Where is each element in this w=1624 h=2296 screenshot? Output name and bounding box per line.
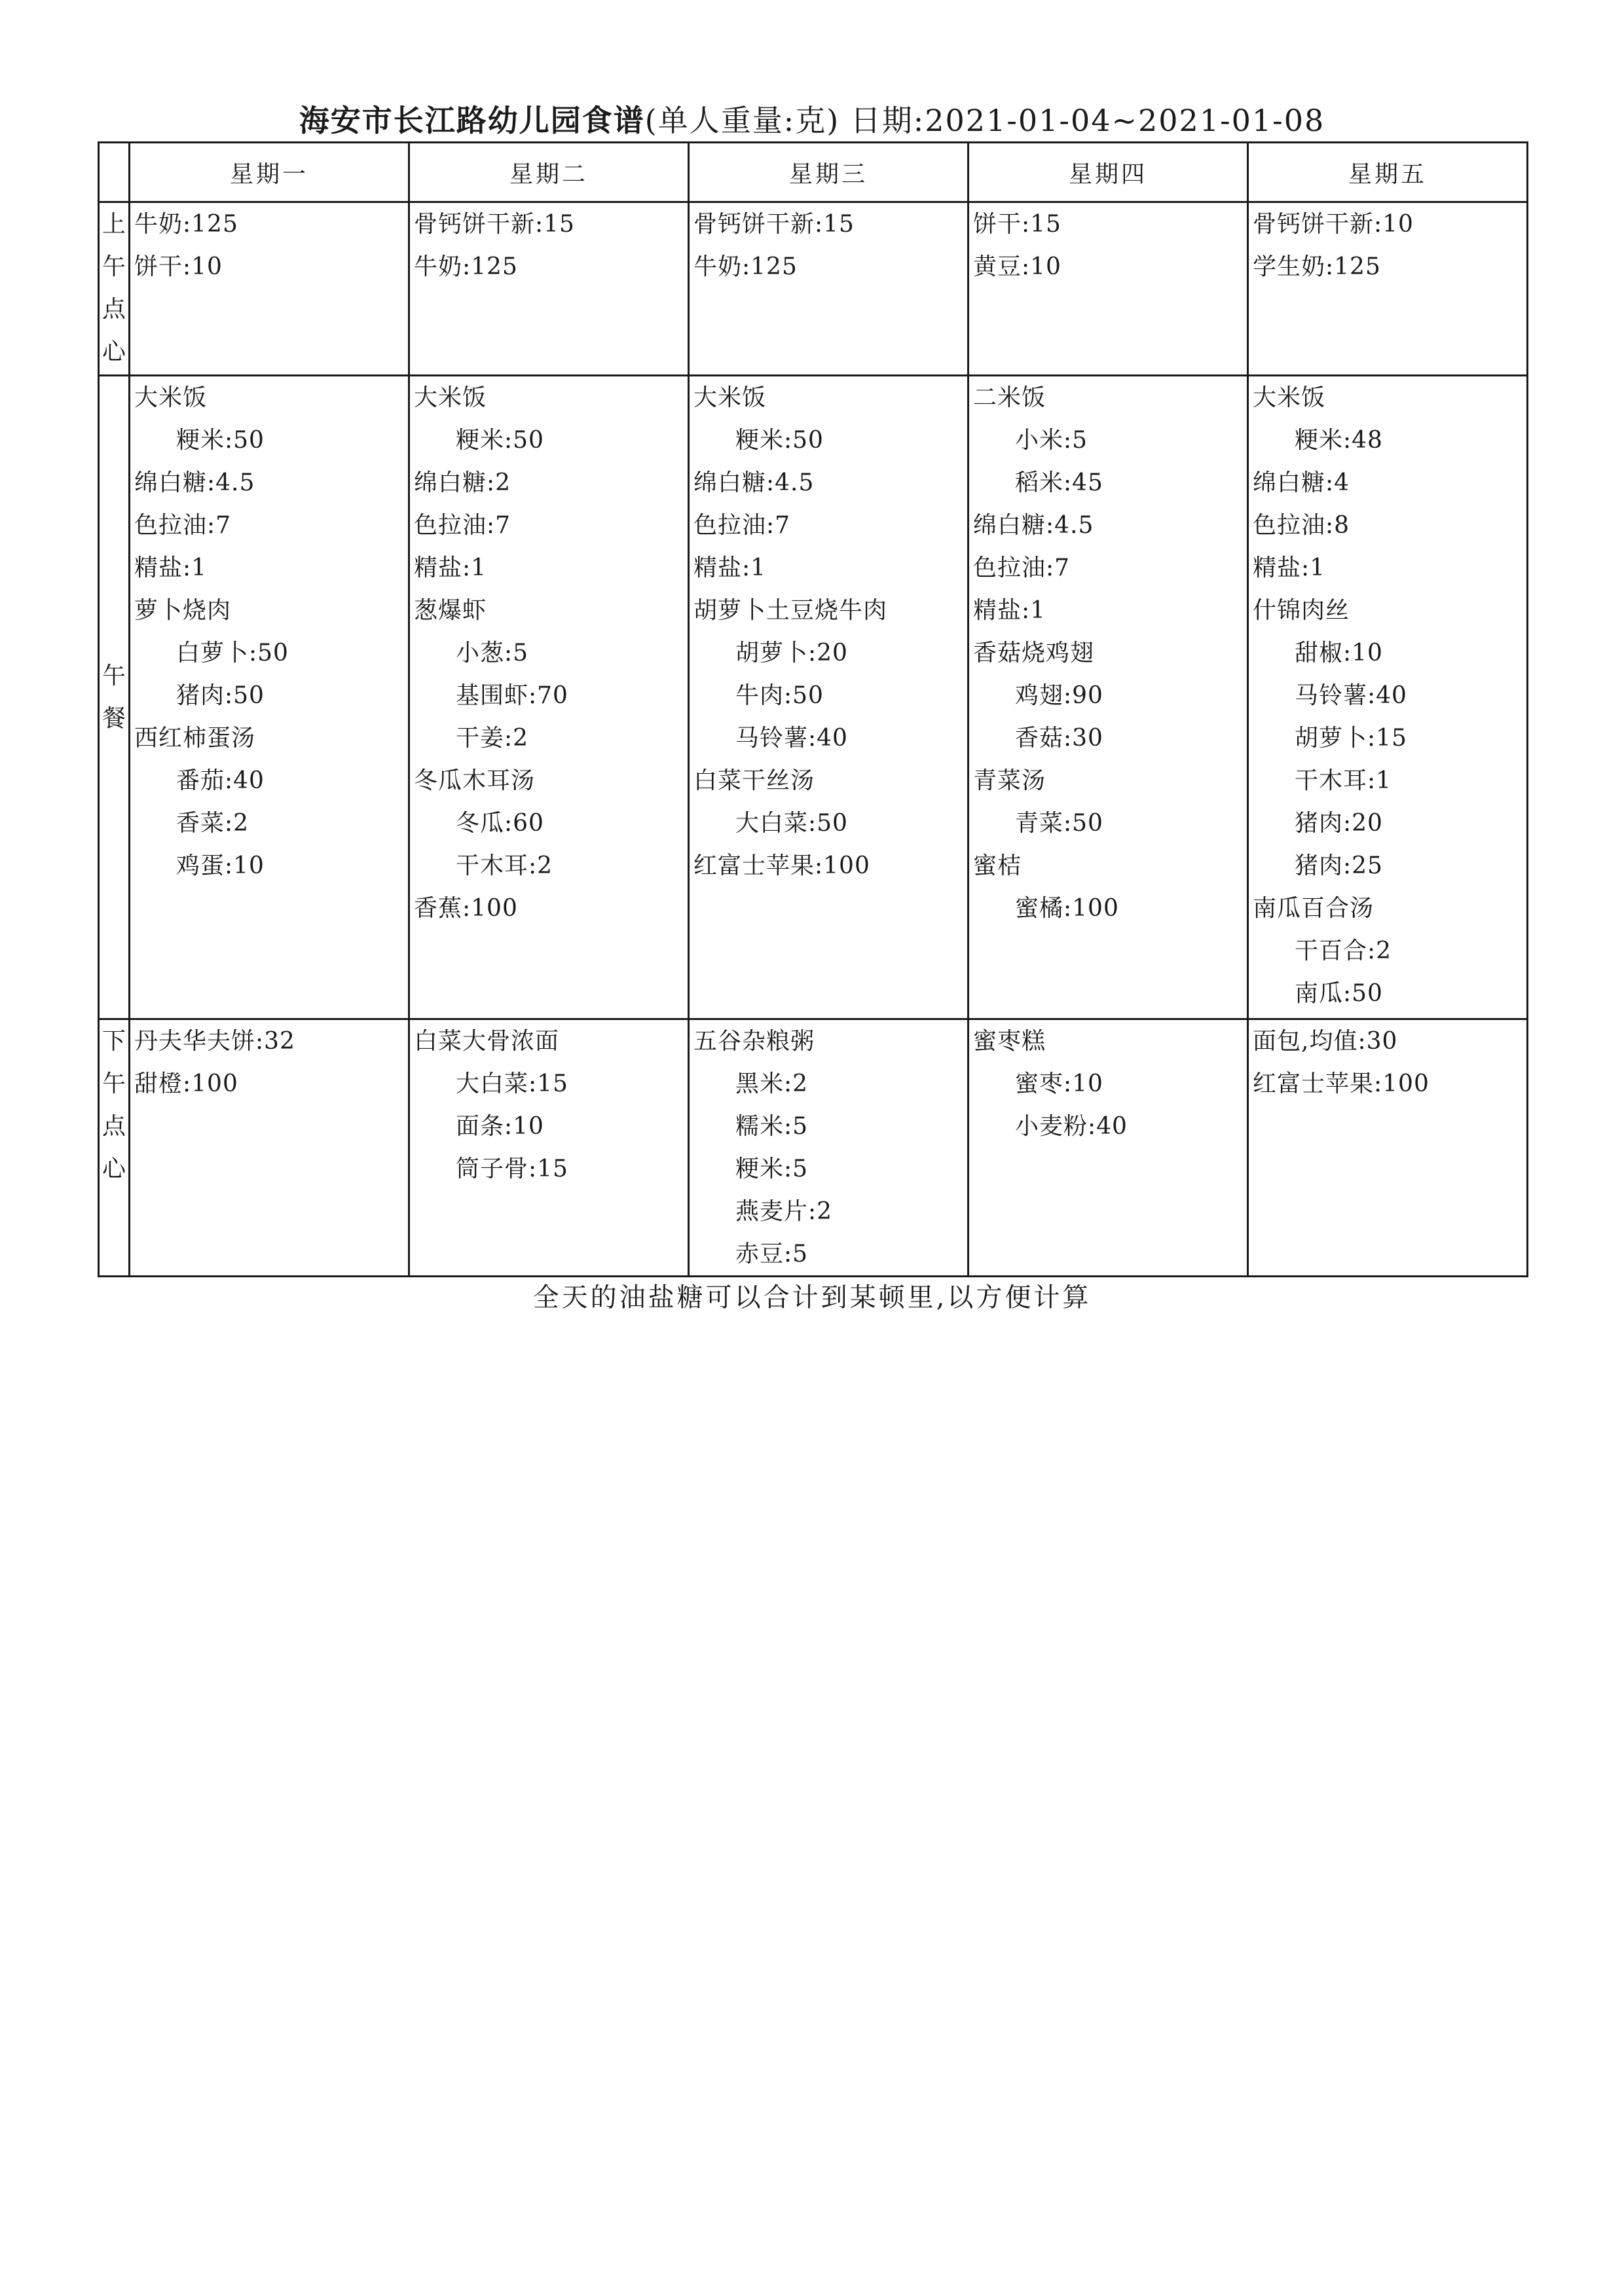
header-row <box>99 143 1528 202</box>
meal-label-char: 下 <box>101 1028 126 1055</box>
meal-label <box>99 376 130 1019</box>
dish-line: 二米饭 <box>973 384 1046 411</box>
dish-line: 南瓜百合汤 <box>1253 895 1375 922</box>
ingredient-line: 粳米:5 <box>735 1156 809 1182</box>
ingredient-line: 白萝卜:50 <box>176 640 289 666</box>
day-header: 星期四 <box>969 143 1248 202</box>
ingredient-line: 面条:10 <box>456 1113 544 1140</box>
corner-cell <box>99 143 130 202</box>
dish-line: 精盐:1 <box>1253 555 1326 581</box>
menu-cell <box>969 1019 1248 1277</box>
ingredient-line: 赤豆:5 <box>735 1241 809 1267</box>
dish-line: 面包,均值:30 <box>1253 1028 1398 1055</box>
menu-cell <box>130 376 409 1019</box>
ingredient-line: 干木耳:1 <box>1295 767 1392 794</box>
dish-line: 香蕉:100 <box>414 895 518 922</box>
ingredient-line: 粳米:50 <box>735 427 824 454</box>
ingredient-line: 粳米:50 <box>456 427 544 454</box>
dish-line: 五谷杂粮粥 <box>693 1028 815 1055</box>
dish-line: 牛奶:125 <box>414 253 518 280</box>
ingredient-line: 小葱:5 <box>456 640 529 666</box>
day-header: 星期三 <box>689 143 969 202</box>
meal-label-char: 心 <box>101 338 126 365</box>
ingredient-line: 冬瓜:60 <box>456 810 544 837</box>
ingredient-line: 牛肉:50 <box>735 682 824 709</box>
ingredient-line: 蜜枣:10 <box>1015 1070 1103 1097</box>
menu-cell <box>689 202 969 376</box>
dish-line: 绵白糖:4.5 <box>973 512 1094 539</box>
ingredient-line: 猪肉:25 <box>1295 852 1383 879</box>
dish-line: 丹夫华夫饼:32 <box>134 1028 295 1055</box>
menu-cell <box>409 202 689 376</box>
dish-line: 大米饭 <box>693 384 767 411</box>
day-header: 星期五 <box>1248 143 1528 202</box>
menu-table <box>98 141 1528 1277</box>
day-header: 星期一 <box>130 143 409 202</box>
dish-line: 绵白糖:4.5 <box>693 469 815 496</box>
dish-line: 蜜枣糕 <box>973 1028 1046 1055</box>
meal-row <box>99 376 1528 1019</box>
ingredient-line: 小麦粉:40 <box>1015 1113 1128 1140</box>
ingredient-line: 马铃薯:40 <box>1295 682 1407 709</box>
dish-line: 骨钙饼干新:15 <box>693 211 855 238</box>
dish-line: 胡萝卜土豆烧牛肉 <box>693 597 888 624</box>
dish-line: 什锦肉丝 <box>1253 597 1350 624</box>
ingredient-line: 猪肉:50 <box>176 682 265 709</box>
ingredient-line: 干木耳:2 <box>456 852 553 879</box>
title-unit: (单人重量:克) <box>644 103 840 138</box>
ingredient-line: 猪肉:20 <box>1295 810 1383 837</box>
dish-line: 精盐:1 <box>414 555 487 581</box>
meal-label <box>99 202 130 376</box>
dish-line: 大米饭 <box>1253 384 1326 411</box>
meal-row <box>99 1019 1528 1277</box>
dish-line: 骨钙饼干新:10 <box>1253 211 1414 238</box>
ingredient-line: 南瓜:50 <box>1295 980 1383 1007</box>
meal-label-char: 餐 <box>101 705 126 732</box>
day-header: 星期二 <box>409 143 689 202</box>
dish-line: 大米饭 <box>414 384 487 411</box>
dish-line: 红富士苹果:100 <box>1253 1070 1430 1097</box>
ingredient-line: 青菜:50 <box>1015 810 1103 837</box>
dish-line: 色拉油:7 <box>973 555 1071 581</box>
ingredient-line: 甜椒:10 <box>1295 640 1383 666</box>
page-title <box>0 97 1624 140</box>
dish-line: 骨钙饼干新:15 <box>414 211 575 238</box>
dish-line: 学生奶:125 <box>1253 253 1381 280</box>
ingredient-line: 基围虾:70 <box>456 682 568 709</box>
dish-line: 饼干:15 <box>973 211 1061 238</box>
dish-line: 蜜桔 <box>973 852 1022 879</box>
ingredient-line: 大白菜:15 <box>456 1070 568 1097</box>
dish-line: 西红柿蛋汤 <box>134 725 256 752</box>
ingredient-line: 干百合:2 <box>1295 938 1392 964</box>
dish-line: 绵白糖:2 <box>414 469 511 496</box>
dish-line: 香菇烧鸡翅 <box>973 640 1095 666</box>
dish-line: 黄豆:10 <box>973 253 1061 280</box>
ingredient-line: 香菜:2 <box>176 810 249 837</box>
menu-cell <box>969 376 1248 1019</box>
menu-cell <box>689 1019 969 1277</box>
meal-label-char: 上 <box>101 211 126 238</box>
dish-line: 精盐:1 <box>693 555 767 581</box>
ingredient-line: 鸡蛋:10 <box>176 852 265 879</box>
dish-line: 大米饭 <box>134 384 208 411</box>
ingredient-line: 糯米:5 <box>735 1113 809 1140</box>
dish-line: 精盐:1 <box>134 555 208 581</box>
title-date: 日期:2021-01-04~2021-01-08 <box>850 103 1325 138</box>
menu-cell <box>1248 202 1528 376</box>
dish-line: 甜橙:100 <box>134 1070 238 1097</box>
ingredient-line: 黑米:2 <box>735 1070 809 1097</box>
dish-line: 冬瓜木耳汤 <box>414 767 536 794</box>
dish-line: 萝卜烧肉 <box>134 597 232 624</box>
ingredient-line: 燕麦片:2 <box>735 1198 833 1225</box>
meal-label-char: 午 <box>101 253 126 280</box>
dish-line: 白菜大骨浓面 <box>414 1028 560 1055</box>
ingredient-line: 大白菜:50 <box>735 810 848 837</box>
dish-line: 牛奶:125 <box>693 253 798 280</box>
ingredient-line: 稻米:45 <box>1015 469 1103 496</box>
dish-line: 白菜干丝汤 <box>693 767 815 794</box>
ingredient-line: 蜜橘:100 <box>1015 895 1119 922</box>
ingredient-line: 筒子骨:15 <box>456 1156 568 1182</box>
menu-cell <box>130 1019 409 1277</box>
dish-line: 牛奶:125 <box>134 211 238 238</box>
dish-line: 绵白糖:4 <box>1253 469 1350 496</box>
dish-line: 饼干:10 <box>134 253 223 280</box>
ingredient-line: 番茄:40 <box>176 767 265 794</box>
dish-line: 色拉油:8 <box>1253 512 1350 539</box>
dish-line: 色拉油:7 <box>134 512 232 539</box>
menu-cell <box>689 376 969 1019</box>
meal-label-char: 点 <box>101 296 126 323</box>
meal-label-char: 午 <box>101 1070 126 1097</box>
menu-cell <box>969 202 1248 376</box>
meal-label-char: 点 <box>101 1113 126 1140</box>
ingredient-line: 马铃薯:40 <box>735 725 848 752</box>
ingredient-line: 小米:5 <box>1015 427 1088 454</box>
dish-line: 色拉油:7 <box>414 512 511 539</box>
dish-line: 葱爆虾 <box>414 597 487 624</box>
ingredient-line: 粳米:50 <box>176 427 265 454</box>
dish-line: 绵白糖:4.5 <box>134 469 255 496</box>
meal-label <box>99 1019 130 1277</box>
meal-row <box>99 202 1528 376</box>
menu-cell <box>409 376 689 1019</box>
dish-line: 色拉油:7 <box>693 512 791 539</box>
dish-line: 精盐:1 <box>973 597 1046 624</box>
ingredient-line: 粳米:48 <box>1295 427 1383 454</box>
title-main: 海安市长江路幼儿园食谱 <box>299 103 645 138</box>
menu-cell <box>130 202 409 376</box>
ingredient-line: 干姜:2 <box>456 725 529 752</box>
ingredient-line: 香菇:30 <box>1015 725 1103 752</box>
ingredient-line: 胡萝卜:15 <box>1295 725 1407 752</box>
dish-line: 青菜汤 <box>973 767 1046 794</box>
dish-line: 红富士苹果:100 <box>693 852 870 879</box>
meal-label-char: 午 <box>101 663 126 689</box>
ingredient-line: 鸡翅:90 <box>1015 682 1103 709</box>
menu-cell <box>409 1019 689 1277</box>
menu-cell <box>1248 376 1528 1019</box>
meal-label-char: 心 <box>101 1156 126 1182</box>
footer-note: 全天的油盐糖可以合计到某顿里,以方便计算 <box>532 1283 1092 1313</box>
ingredient-line: 胡萝卜:20 <box>735 640 848 666</box>
menu-cell <box>1248 1019 1528 1277</box>
